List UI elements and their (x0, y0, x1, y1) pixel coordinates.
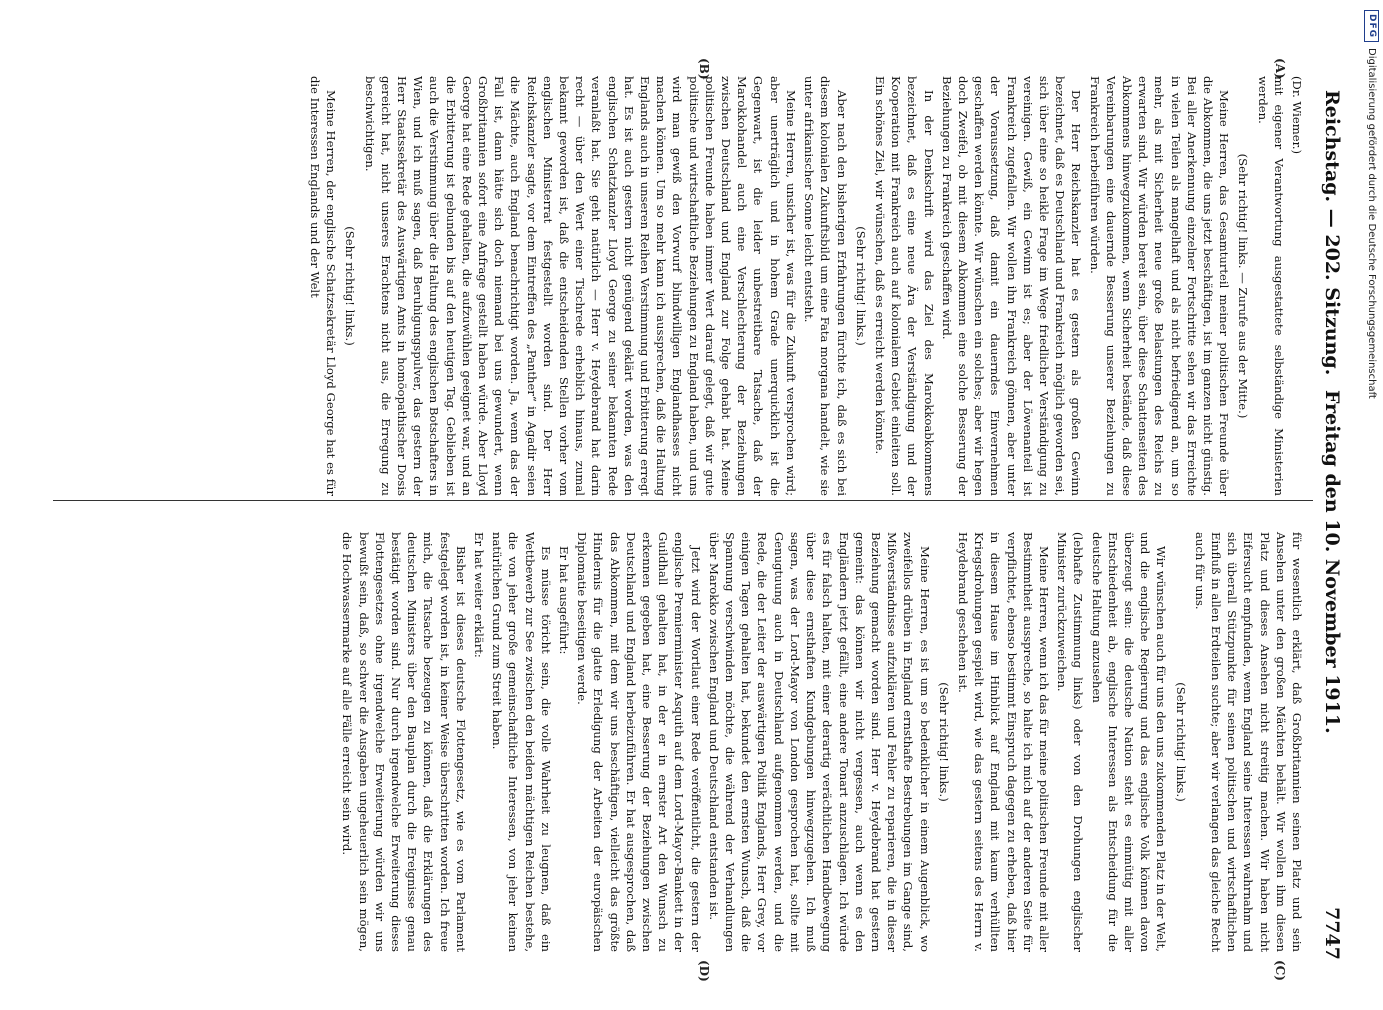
paragraph: Meine Herren, das Gesamturteil meiner politischen Freunde über die Abkommen, die uns jetzt beschäftigen, ist im ganzen nicht günstig. Bei aller Anerkennung einzelner Fortschritte sehen wir das Erreichte in vielen Teilen als mangelhaft und als nicht befriedigend an, um so mehr, als mit Sicherheit neue große Belastungen des Reichs zu erwarten sind. Wir würden bereit sein, über diese Schattenseiten des Abkommens hinwegzukommen, wenn Sicherheit bestände, daß diese Vereinbarungen eine dauernde Besserung unserer Beziehungen zu Frankreich herbeiführen würden. (1087, 76, 1232, 496)
paragraph: (Sehr richtig! links.) (936, 682, 951, 802)
margin-mark-a: (A) (1273, 58, 1287, 79)
paragraph: Er hat ausgeführt: (557, 546, 572, 655)
paragraph: (Sehr richtig! links.) (853, 226, 868, 346)
paragraph: (Sehr richtig! links. — Zurufe aus der Mitte.) (1236, 153, 1251, 419)
margin-mark-c: (C) (1273, 960, 1287, 981)
paragraph: Er hat weiter erklärt: (472, 532, 487, 658)
page-number: 7747 (1321, 907, 1343, 960)
paragraph: Aber nach den bisherigen Erfahrungen fürchte ich, daß es sich bei diesem kolonialen Zukunftsbild um eine Fata morgana handelt, wie sie unter afrikanischer Sonne leicht entsteht. (802, 76, 849, 496)
left-column (305, 76, 1305, 496)
digitization-credit: Digitalisierung gefördert durch die Deutsche Forschungsgemeinschaft (1366, 48, 1378, 399)
paragraph: Der Herr Reichskanzler hat es gestern als großen Gewinn bezeichnet, daß es Deutschland und Frankreich möglich geworden sei, sich über eine so heikle Frage im Wege friedlicher Verständigung zu vereinigen. Gewiß, ein Gewinn ist es; aber der Löwenanteil ist Frankreich zugefallen. Wir wollen ihn Frankreich gönnen, aber unter der Voraussetzung, daß damit ein dauerndes Einvernehmen geschaffen werden könnte. Wir wünschen ein solches; aber wir hegen doch Zweifel, ob mit diesem Abkommen eine solche Besserung der Beziehungen zu Frankreich geschaffen wird. (939, 76, 1084, 496)
header-date: Freitag den 10. November 1911. (1321, 390, 1343, 734)
paragraph: Bisher ist dieses deutsche Flottengesetz, wie es vom Parlament festgelegt worden ist, in keiner Weise überschritten worden. Ich freue mich, die Tatsache bezeugen zu können, daß die Erklärungen des deutschen Ministers über den Bauplan durch die Ereignisse genau bestätigt worden sind. Nur durch irgendwelche Erweiterung dieses Flottengesetzes ohne irgendwelche Erweiterung würden wir uns bewußt sein, daß, so schwer die Ausgaben ungeheuerlich sein mögen, die Hochwassermarke auf alle Fälle erreicht sein wird. (340, 532, 468, 952)
dfg-logo: DFG (1365, 10, 1380, 42)
paragraph: (Dr. Wiemer.) (1290, 76, 1304, 155)
paragraph: Meine Herren, es ist um so bedenklicher in einem Augenblick, wo zweifellos drüben in England ernsthafte Bestrebungen im Gange sind, Mißverständnisse aufzuklären und Fehler zu reparieren, die in dieser Beziehung gemacht worden sind. Herr v. Heydebrand hat gestern gemeint: das können wir nicht vergessen, auch wenn es den Engländern jetzt gefällt, eine andere Tonart anzuschlagen. Ich würde es für falsch halten, mit einer derartig verächtlichen Handbewegung über diese ernsthaften Kundgebungen hinwegzugehen. Ich muß sagen, was der Lord-Mayor von London gesprochen hat, sollte mit Genugtuung auch in Deutschland aufgenommen werden, und die Rede, die der Leiter der auswärtigen Politik Englands, Herr Grey, vor einigen Tagen gehalten hat, bekundet den ernsten Wunsch, daß die Spannung verschwinden möchte, die während der Verhandlungen über Marokko zwischen England und Deutschland entstanden ist. (706, 532, 932, 952)
paragraph: Meine Herren, der englische Schatzsekretär Lloyd George hat es für die Interessen Englands und der Welt (308, 76, 339, 496)
paragraph: Meine Herren, wenn ich das für meine politischen Freunde mit aller Bestimmtheit ausspreche, so halte ich mich auf der anderen Seite für verpflichtet, ebenso bestimmt Einspruch dagegen zu erheben, daß hier in diesem Hause im Hinblick auf England mit kaum verhüllten Kriegsdrohungen gespielt wird, wie das gestern seitens des Herrn v. Heydebrand geschehen ist. (955, 532, 1051, 952)
paragraph: (Sehr richtig! links.) (343, 226, 358, 346)
margin-mark-b: (B) (697, 58, 711, 80)
right-column (337, 532, 1305, 952)
paragraph: (lebhafte Zustimmung links) oder von den Drohungen englischer Minister zurückzuweichen. (1055, 532, 1086, 952)
paragraph: mit eigener Verantwortung ausgestattete selbständige Ministerien werden. (1255, 76, 1286, 496)
paragraph: Wir wünschen auch für uns den uns zukommenden Platz in der Welt, und die englische Regierung und das englische Volk können davon überzeugt sein: die deutsche Nation steht es einmütig mit aller Entschiedenheit ab, englische Interessen als Entscheidung für die deutsche Haltung anzusehen (1089, 532, 1169, 952)
margin-mark-d: (D) (697, 960, 711, 982)
header-session: Reichstag. — 202. Sitzung. (1321, 90, 1343, 376)
column-divider (53, 500, 1313, 501)
paragraph: Meine Herren, unsicher ist, was für die Zukunft versprochen wird; aber unerträglich und in hohem Grade unerquicklich ist die Gegenwart, ist die leider unbestreitbare Tatsache, daß der Marokkohandel auch eine Verschlechterung der Beziehungen zwischen Deutschland und England zur Folge gehabt hat. Meine politischen Freunde haben immer Wert darauf gelegt, daß wir gute politische und wirtschaftliche Beziehungen zu England haben, und uns wird man gewiß den Vorwurf blindwilligen Englandhasses nicht machen können. Um so mehr kann ich aussprechen, daß die Haltung Englands auch in unseren Reihen Verstimmung und Erbitterung erregt hat. Es ist auch gestern nicht genügend geklärt worden, was den englischen Schatzkanzler Lloyd George zu seiner bekannten Rede veranlaßt hat. Sie geht natürlich — Herr v. Heydebrand hat darin recht — über den Wert einer Tischrede erheblich hinaus, zumal bekannt geworden ist, daß die entscheidenden Stellen vorher vom englischen Ministerrat festgestellt worden sind. Der Herr Reichskanzler sagte, vor dem Eintreffen des „Panther“ in Agadir seien die Mächte, auch England benachrichtigt worden. Ja, wenn das der Fall ist, dann hätte sich doch niemand bei uns gewundert, wenn Großbritannien sofort eine Anfrage gestellt haben würde. Aber Lloyd George hat eine Rede gehalten, die aufzuwühlen geeignet war, und an die Erbitterung ist gebunden bis auf den heutigen Tag. Geblieben ist auch die Verstimmung über die Haltung des englischen Botschafters in Wien, und ich muß sagen, daß Beruhigungspulver, das gestern der Herr Staatssekretär des Auswärtigen Amts in homöopathischer Dosis gereicht hat, nicht unseres Erachtens nicht aus, die Erregung zu beschwichtigen. (362, 76, 798, 496)
digitization-note (1361, 0, 1383, 1010)
paragraph: (Sehr richtig! links.) (1173, 682, 1188, 802)
paragraph: Es müsse töricht sein, die volle Wahrheit zu leugnen, daß ein Wettbewerb zur See zwischen den beiden mächtigen Reichen bestehe, die von jeher große gemeinschaftliche Interessen, von jeher keinen natürlichen Grund zum Streit haben. (490, 532, 553, 952)
paragraph: In der Denkschrift wird das Ziel des Marokkoabkommens bezeichnet, daß es eine neue Ära der Verständigung und der Kooperation mit Frankreich auch auf kolonialem Gebiet einleiten soll. Ein schönes Ziel, wir wünschen, daß es erreicht werden könnte. (872, 76, 936, 496)
paragraph: für wesentlich erklärt, daß Großbritannien seinen Platz und sein Ansehen unter den großen Mächten behält. Wir wollen ihm diesen Platz und dieses Ansehen nicht streitig machen. Wir haben nicht Eifersucht empfunden, wenn England seine Interessen wahrnahm und sich überall Stützpunkte für seinen politischen und wirtschaftlichen Einfluß in allen Erdteilen suchte; aber wir verlangen das gleiche Recht auch für uns. (1192, 532, 1304, 952)
paragraph: Jetzt wird der Wortlaut einer Rede veröffentlicht, die gestern der englische Premierminister Asquith auf dem Lord-Mayor-Bankett in der Guildhall gehalten hat, in der er in ernster Art den Wunsch zu erkennen gegeben hat, eine Besserung der Beziehungen zwischen Deutschland und England herbeizuführen. Er hat ausgesprochen, daß das Abkommen, mit dem wir uns beschäftigen, vielleicht das größte Hindernis für die glatte Erledigung der Arbeiten der europäischen Diplomatie beseitigen werde. (575, 532, 703, 952)
running-header (1313, 90, 1343, 960)
